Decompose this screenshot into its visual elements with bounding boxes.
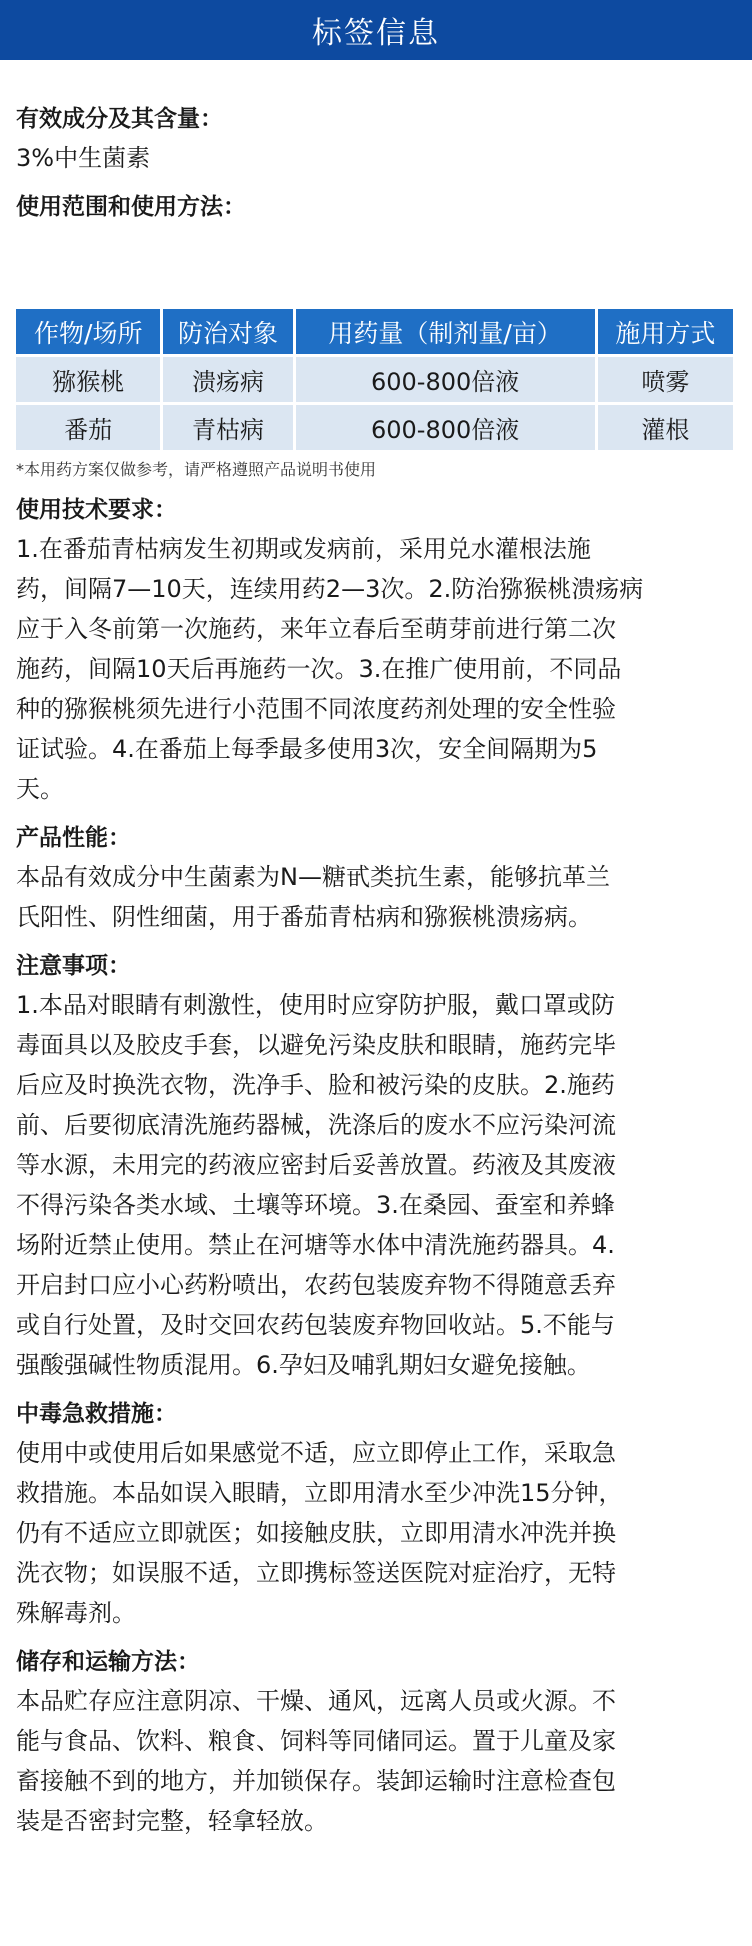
storage-line: 装是否密封完整，轻拿轻放。 xyxy=(16,1807,328,1835)
first-aid-heading: 中毒急救措施： xyxy=(16,1401,177,1427)
table-cell: 600-800倍液 xyxy=(296,357,595,402)
table-header-method: 施用方式 xyxy=(598,309,733,354)
table-cell: 喷雾 xyxy=(598,357,733,402)
usage-table xyxy=(13,306,736,453)
precautions-section xyxy=(16,951,736,1385)
precautions-line: 前、后要彻底清洗施药器械，洗涤后的废水不应污染河流 xyxy=(16,1111,616,1139)
performance-heading: 产品性能： xyxy=(16,825,131,851)
storage-section xyxy=(16,1647,736,1841)
first-aid-line: 使用中或使用后如果感觉不适，应立即停止工作，采取急 xyxy=(16,1439,616,1467)
first-aid-line: 仍有不适应立即就医；如接触皮肤，立即用清水冲洗并换 xyxy=(16,1519,616,1547)
table-cell: 灌根 xyxy=(598,405,733,450)
precautions-line: 后应及时换洗衣物，洗净手、脸和被污染的皮肤。2.施药 xyxy=(16,1071,615,1099)
usage-section xyxy=(16,192,736,481)
technical-line: 天。 xyxy=(16,775,64,803)
table-header-target: 防治对象 xyxy=(163,309,292,354)
table-cell: 溃疡病 xyxy=(163,357,292,402)
page-header xyxy=(0,0,752,60)
storage-line: 本品贮存应注意阴凉、干燥、通风，远离人员或火源。不 xyxy=(16,1687,616,1715)
technical-line: 种的猕猴桃须先进行小范围不同浓度药剂处理的安全性验 xyxy=(16,695,616,723)
table-cell: 番茄 xyxy=(16,405,160,450)
precautions-line: 等水源，未用完的药液应密封后妥善放置。药液及其废液 xyxy=(16,1151,616,1179)
technical-line: 1.在番茄青枯病发生初期或发病前，采用兑水灌根法施 xyxy=(16,535,591,563)
ingredients-heading: 有效成分及其含量： xyxy=(16,106,223,132)
performance-section xyxy=(16,823,736,937)
table-cell: 猕猴桃 xyxy=(16,357,160,402)
table-cell: 青枯病 xyxy=(163,405,292,450)
table-row xyxy=(16,405,733,450)
first-aid-section xyxy=(16,1399,736,1633)
precautions-line: 强酸强碱性物质混用。6.孕妇及哺乳期妇女避免接触。 xyxy=(16,1351,591,1379)
technical-line: 应于入冬前第一次施药，来年立春后至萌芽前进行第二次 xyxy=(16,615,616,643)
usage-heading: 使用范围和使用方法： xyxy=(16,194,246,220)
precautions-line: 场附近禁止使用。禁止在河塘等水体中清洗施药器具。4. xyxy=(16,1231,615,1259)
storage-line: 能与食品、饮料、粮食、饲料等同储同运。置于儿童及家 xyxy=(16,1727,616,1755)
table-note: *本用药方案仅做参考，请严格遵照产品说明书使用 xyxy=(16,460,377,479)
storage-heading: 储存和运输方法： xyxy=(16,1649,200,1675)
table-header-row xyxy=(16,309,733,354)
precautions-heading: 注意事项： xyxy=(16,953,131,979)
precautions-line: 不得污染各类水域、土壤等环境。3.在桑园、蚕室和养蜂 xyxy=(16,1191,615,1219)
ingredients-section xyxy=(16,104,736,178)
technical-section xyxy=(16,495,736,809)
first-aid-line: 殊解毒剂。 xyxy=(16,1599,136,1627)
precautions-line: 1.本品对眼睛有刺激性，使用时应穿防护服，戴口罩或防 xyxy=(16,991,615,1019)
table-row xyxy=(16,357,733,402)
table-header-crop: 作物/场所 xyxy=(16,309,160,354)
technical-line: 药，间隔7—10天，连续用药2—3次。2.防治猕猴桃溃疡病 xyxy=(16,575,644,603)
first-aid-line: 洗衣物；如误服不适，立即携标签送医院对症治疗，无特 xyxy=(16,1559,616,1587)
technical-line: 施药，间隔10天后再施药一次。3.在推广使用前，不同品 xyxy=(16,655,622,683)
precautions-line: 毒面具以及胶皮手套，以避免污染皮肤和眼睛，施药完毕 xyxy=(16,1031,616,1059)
precautions-line: 开启封口应小心药粉喷出，农药包装废弃物不得随意丢弃 xyxy=(16,1271,616,1299)
performance-line: 本品有效成分中生菌素为N—糖甙类抗生素，能够抗革兰 xyxy=(16,863,610,891)
storage-line: 畜接触不到的地方，并加锁保存。装卸运输时注意检查包 xyxy=(16,1767,616,1795)
table-cell: 600-800倍液 xyxy=(296,405,595,450)
technical-line: 证试验。4.在番茄上每季最多使用3次，安全间隔期为5 xyxy=(16,735,598,763)
page-title: 标签信息 xyxy=(312,16,440,51)
label-content xyxy=(16,104,736,1855)
ingredients-text: 3%中生菌素 xyxy=(16,144,151,172)
first-aid-line: 救措施。本品如误入眼睛，立即用清水至少冲洗15分钟， xyxy=(16,1479,623,1507)
technical-heading: 使用技术要求： xyxy=(16,497,177,523)
precautions-line: 或自行处置，及时交回农药包装废弃物回收站。5.不能与 xyxy=(16,1311,615,1339)
performance-line: 氏阳性、阴性细菌，用于番茄青枯病和猕猴桃溃疡病。 xyxy=(16,903,592,931)
table-header-dosage: 用药量（制剂量/亩） xyxy=(296,309,595,354)
